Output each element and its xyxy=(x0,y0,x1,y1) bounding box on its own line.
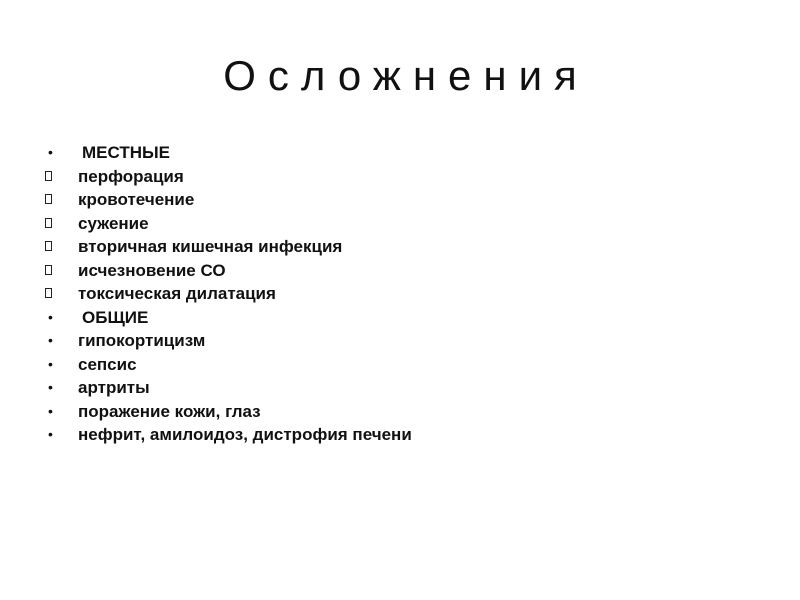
list-item xyxy=(40,376,780,400)
list-item-text: исчезновение СО xyxy=(78,260,226,280)
list-item-text: кровотечение xyxy=(78,190,195,209)
box-bullet-icon xyxy=(45,171,52,181)
box-bullet-icon xyxy=(45,265,52,275)
bullet-icon: • xyxy=(48,355,53,372)
bullet-icon: • xyxy=(48,379,53,395)
box-bullet-icon xyxy=(45,241,52,251)
list-item xyxy=(40,353,780,377)
list-item-text: артриты xyxy=(78,378,150,397)
list-item xyxy=(40,423,780,447)
list-item xyxy=(40,329,780,353)
bullet-icon: • xyxy=(48,426,53,442)
list-item-text: вторичная кишечная инфекция xyxy=(78,237,343,256)
list-item xyxy=(40,165,780,189)
bullet-icon: • xyxy=(48,332,53,348)
list-item-heading-local xyxy=(40,141,780,165)
list-item-text: токсическая дилатация xyxy=(78,284,276,303)
list-item-text: гипокортицизм xyxy=(78,331,206,350)
section-heading-local: МЕСТНЫЕ xyxy=(82,143,170,162)
list-item xyxy=(40,259,780,283)
list-item-text: перфорация xyxy=(78,166,184,186)
list-item xyxy=(40,400,780,424)
bullet-icon: • xyxy=(48,144,53,160)
bullet-icon: • xyxy=(48,402,53,419)
box-bullet-icon xyxy=(45,194,52,204)
list-item-heading-general xyxy=(40,306,780,330)
list-item-text: нефрит, амилоидоз, дистрофия печени xyxy=(78,425,412,444)
box-bullet-icon xyxy=(45,288,52,298)
list-item xyxy=(40,212,780,236)
list-item xyxy=(40,188,780,212)
section-heading-general: ОБЩИЕ xyxy=(82,307,149,327)
list-item-text: сужение xyxy=(78,213,149,233)
list-item xyxy=(40,235,780,259)
list-item-text: сепсис xyxy=(78,354,137,374)
bullet-icon: • xyxy=(48,308,53,325)
slide-title: Осложнения xyxy=(223,52,589,99)
list-item xyxy=(40,282,780,306)
box-bullet-icon xyxy=(45,218,52,228)
complications-list xyxy=(40,141,780,447)
list-item-text: поражение кожи, глаз xyxy=(78,401,261,421)
